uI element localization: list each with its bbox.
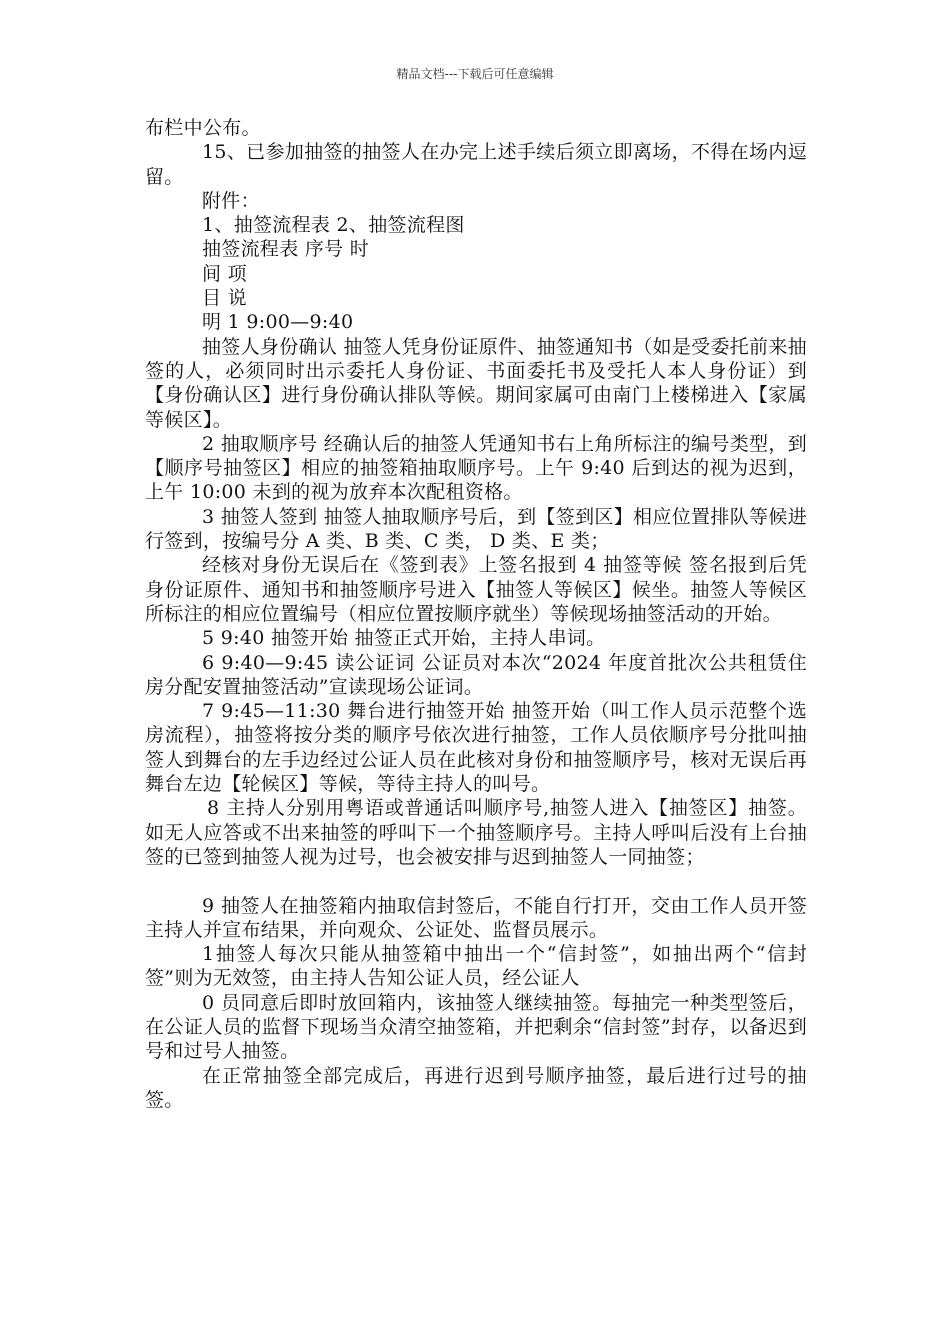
paragraph-8: 明 1 9:00—9:40 [202, 311, 354, 334]
paragraph-11: 3 抽签人签到 抽签人抽取顺序号后，到【签到区】相应位置排队等候进行签到，按编号分 A 类、B 类、C 类， D 类、E 类； [145, 505, 807, 553]
paragraph-9: 抽签人身份确认 抽签人凭身份证原件、抽签通知书（如是受委托前来抽签的人，必须同时出示委托人身份证、书面委托书及受托人本人身份证）到【身份确认区】进行身份确认排队等候。期间家属可由南门上楼梯进入【家属等候区】。 [145, 335, 807, 431]
paragraph-2: 15、已参加抽签的抽签人在办完上述手续后须立即离场，不得在场内逗留。 [145, 141, 807, 188]
paragraph-18: 1抽签人每次只能从抽签箱中抽出一个“信封签”，如抽出两个“信封签”则为无效签，由主持人告知公证人员，经公证人 [145, 943, 807, 990]
paragraph-3: 附件： [202, 189, 260, 212]
document-body [145, 116, 807, 1112]
paragraph-20: 在正常抽签全部完成后，再进行迟到号顺序抽签，最后进行过号的抽签。 [145, 1064, 807, 1111]
paragraph-6: 间 项 [202, 262, 247, 285]
paragraph-1: 布栏中公布。 [145, 117, 261, 139]
paragraph-7: 目 说 [202, 287, 247, 310]
paragraph-19: 0 员同意后即时放回箱内，该抽签人继续抽签。每抽完一种类型签后，在公证人员的监督下现场当众清空抽签箱，并把剩余“信封签”封存，以备迟到号和过号人抽签。 [145, 991, 807, 1063]
paragraph-13: 5 9:40 抽签开始 抽签正式开始，主持人串词。 [202, 627, 606, 650]
paragraph-16: 8 主持人分别用粤语或普通话叫顺序号,抽签人进入【抽签区】抽签。如无人应答或不出来抽签的呼叫下一个抽签顺序号。主持人呼叫后没有上台抽签的已签到抽签人视为过号，也会被安排与迟到抽签人一同抽签； [145, 797, 807, 868]
blank-line [145, 869, 807, 893]
paragraph-10: 2 抽取顺序号 经确认后的抽签人凭通知书右上角所标注的编号类型，到【顺序号抽签区】相应的抽签箱抽取顺序号。上午 9:40 后到达的视为迟到，上午 10:00 未到的视为放弃本次配租资格。 [145, 432, 807, 504]
paragraph-17: 9 抽签人在抽签箱内抽取信封签后，不能自行打开，交由工作人员开签主持人并宣布结果，并向观众、公证处、监督员展示。 [145, 894, 807, 941]
page-header: 精品文档---下载后可任意编辑 [396, 67, 554, 81]
paragraph-14: 6 9:40—9:45 读公证词 公证员对本次“2024 年度首批次公共租赁住房分配安置抽签活动”宣读现场公证词。 [145, 651, 807, 698]
paragraph-12: 经核对身份无误后在《签到表》上签名报到 4 抽签等候 签名报到后凭身份证原件、通知书和抽签顺序号进入【抽签人等候区】候坐。抽签人等候区所标注的相应位置编号（相应位置按顺序就坐）等候现场抽签活动的开始。 [145, 554, 807, 625]
paragraph-4: 1、抽签流程表 2、抽签流程图 [202, 214, 465, 237]
paragraph-15: 7 9:45—11:30 舞台进行抽签开始 抽签开始（叫工作人员示范整个选房流程），抽签将按分类的顺序号依次进行抽签，工作人员依顺序号分批叫抽签人到舞台的左手边经过公证人员在此核对身份和抽签顺序号，核对无误后再舞台左边【轮候区】等候，等待主持人的叫号。 [145, 700, 807, 796]
paragraph-5: 抽签流程表 序号 时 [202, 238, 370, 261]
